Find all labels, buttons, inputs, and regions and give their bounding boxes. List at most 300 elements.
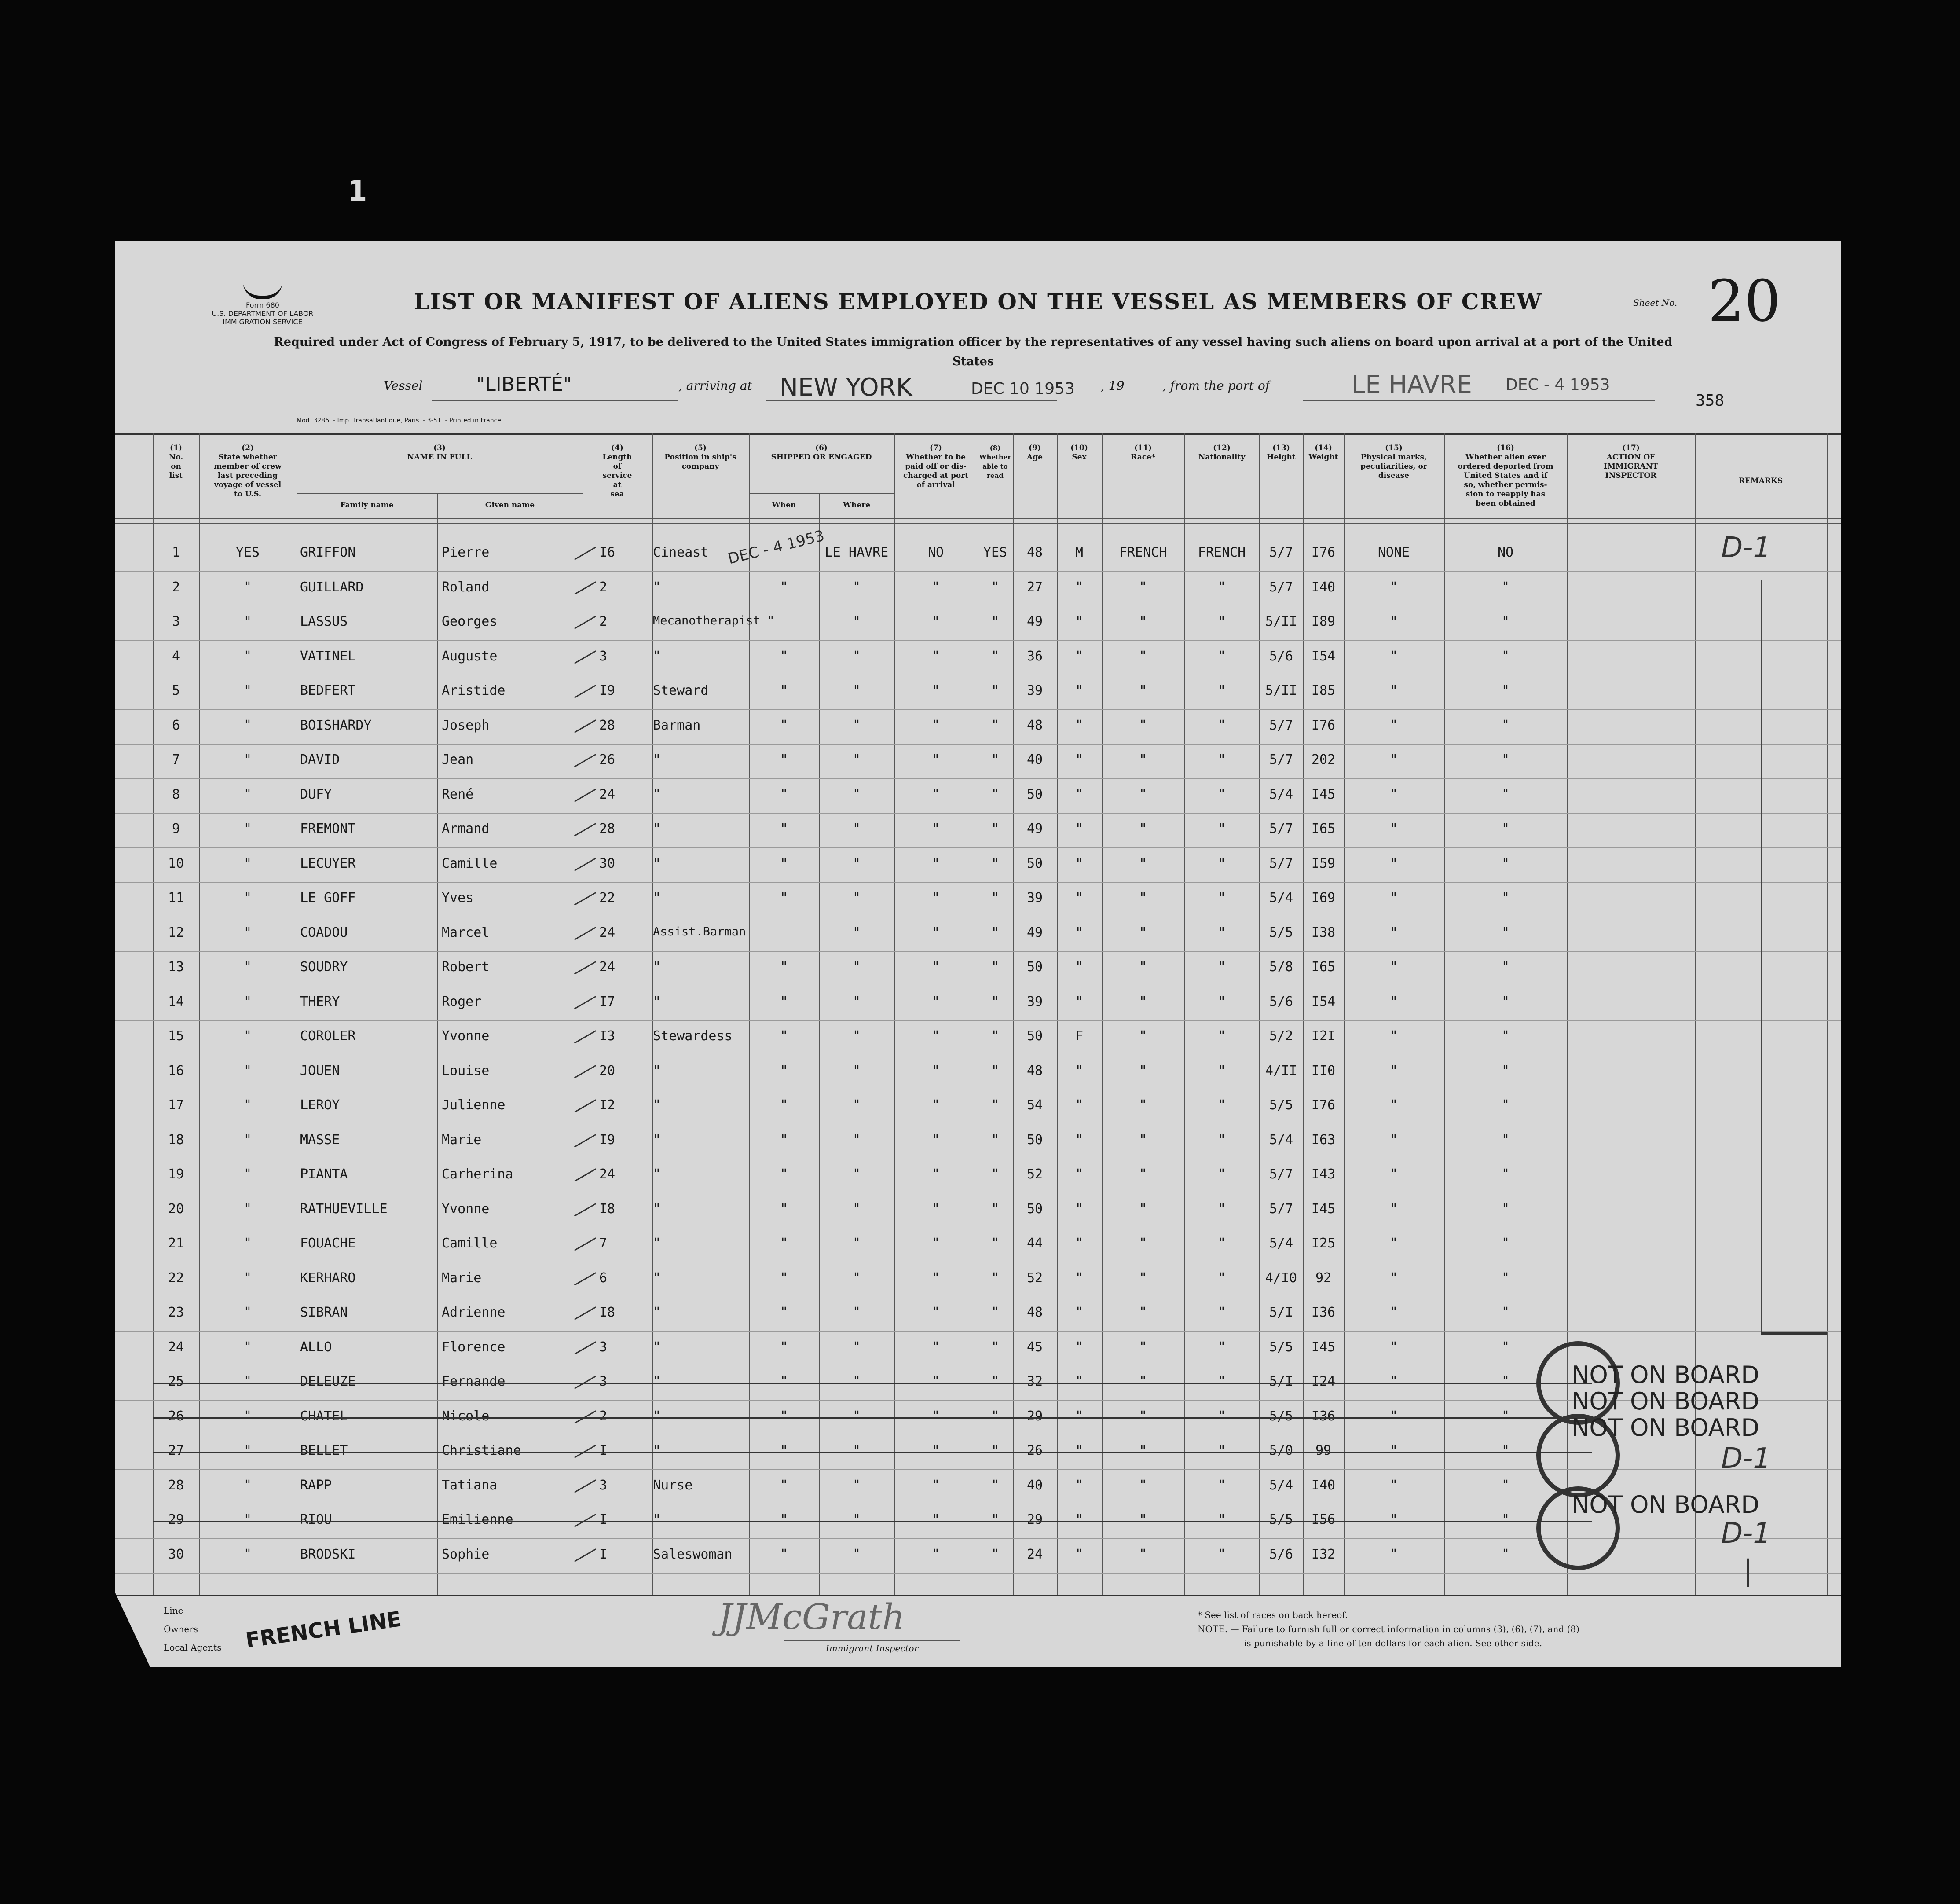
remark-tick: | bbox=[1743, 1555, 1753, 1587]
cell-wt: I76 bbox=[1311, 1097, 1336, 1113]
cell-prev: " bbox=[243, 683, 252, 698]
cell-given: Jean bbox=[442, 752, 474, 767]
form-department: U.S. DEPARTMENT OF LABOR bbox=[212, 309, 314, 318]
cell-when: " bbox=[780, 1374, 788, 1389]
cell-age: 44 bbox=[1026, 1236, 1043, 1251]
cell-given: Pierre bbox=[442, 545, 490, 560]
cell-when: " bbox=[780, 1063, 788, 1079]
cell-when: " bbox=[780, 1201, 788, 1217]
cell-read: " bbox=[991, 1374, 1000, 1389]
row-separator bbox=[115, 951, 1841, 952]
cell-prev: " bbox=[243, 855, 252, 871]
cell-nat: " bbox=[1217, 1443, 1226, 1458]
cell-nat: " bbox=[1217, 1270, 1226, 1286]
cell-age: 50 bbox=[1026, 1201, 1043, 1217]
cell-prev: " bbox=[243, 1270, 252, 1286]
cell-wt: I69 bbox=[1311, 890, 1336, 906]
arrival-date-stamp: DEC 10 1953 bbox=[971, 380, 1075, 398]
cell-marks: " bbox=[1389, 1236, 1398, 1251]
cell-read: " bbox=[991, 752, 1000, 767]
cell-age: 48 bbox=[1026, 717, 1043, 733]
header-able-to-read: (8) Whether able to read bbox=[979, 444, 1011, 480]
header-race: (11) Race* bbox=[1131, 444, 1155, 462]
cell-dep: " bbox=[1501, 1374, 1510, 1389]
header-family-name: Family name bbox=[340, 501, 394, 510]
cell-read: " bbox=[991, 924, 1000, 940]
cell-wt: I2I bbox=[1311, 1028, 1336, 1044]
cell-dep: " bbox=[1501, 821, 1510, 836]
cell-marks: " bbox=[1389, 1270, 1398, 1286]
cell-read: YES bbox=[983, 545, 1007, 560]
cell-nat: " bbox=[1217, 1167, 1226, 1182]
cell-sex: " bbox=[1075, 1097, 1084, 1113]
cell-where: " bbox=[852, 579, 861, 595]
cell-when: " bbox=[780, 1028, 788, 1044]
cell-paid: " bbox=[931, 890, 940, 906]
cell-where: " bbox=[852, 1063, 861, 1079]
cell-read: " bbox=[991, 614, 1000, 629]
cell-wt: I65 bbox=[1311, 959, 1336, 975]
cell-marks: " bbox=[1389, 1443, 1398, 1458]
cell-svc: I9 bbox=[599, 1132, 615, 1148]
cell-sex: " bbox=[1075, 648, 1084, 664]
cell-prev: " bbox=[243, 1443, 252, 1458]
cell-age: 26 bbox=[1026, 1443, 1043, 1458]
cell-age: 50 bbox=[1026, 786, 1043, 802]
cell-family: LE GOFF bbox=[300, 890, 356, 906]
cell-nat: " bbox=[1217, 1028, 1226, 1044]
cell-prev: " bbox=[243, 1339, 252, 1355]
cell-read: " bbox=[991, 1132, 1000, 1148]
cell-nat: " bbox=[1217, 1063, 1226, 1079]
cell-ht: 5/2 bbox=[1269, 1028, 1293, 1044]
cell-paid: " bbox=[931, 648, 940, 664]
cell-sex: " bbox=[1075, 614, 1084, 629]
footnote-penalty-cont: is punishable by a fine of ten dollars for each alien. See other side. bbox=[1244, 1638, 1542, 1648]
cell-wt: I63 bbox=[1311, 1132, 1336, 1148]
header-remarks: REMARKS bbox=[1738, 477, 1783, 485]
cell-svc: I6 bbox=[599, 545, 615, 560]
cell-prev: " bbox=[243, 821, 252, 836]
cell-read: " bbox=[991, 1063, 1000, 1079]
cell-n: 26 bbox=[168, 1408, 184, 1424]
cell-paid: " bbox=[931, 786, 940, 802]
cell-race: " bbox=[1139, 1512, 1147, 1527]
cell-race: " bbox=[1139, 1236, 1147, 1251]
cell-pos: " bbox=[653, 1201, 661, 1217]
cell-given: Fernande bbox=[442, 1374, 506, 1389]
cell-pos: " bbox=[653, 1443, 661, 1458]
cell-sex: " bbox=[1075, 890, 1084, 906]
cell-wt: I40 bbox=[1311, 579, 1336, 595]
cell-read: " bbox=[991, 1236, 1000, 1251]
cell-marks: " bbox=[1389, 994, 1398, 1009]
cell-read: " bbox=[991, 683, 1000, 698]
cell-age: 29 bbox=[1026, 1408, 1043, 1424]
cell-wt: I32 bbox=[1311, 1546, 1336, 1562]
cell-pos: " bbox=[653, 994, 661, 1009]
cell-when: " bbox=[780, 1097, 788, 1113]
remark-bracket-line bbox=[1761, 580, 1762, 1332]
cell-nat: " bbox=[1217, 1512, 1226, 1527]
cell-svc: 20 bbox=[599, 1063, 615, 1079]
from-port-label: , from the port of bbox=[1162, 378, 1270, 393]
cell-family: GRIFFON bbox=[300, 545, 356, 560]
header-list-number: (1) No. on list bbox=[169, 444, 183, 480]
cell-pos: " bbox=[653, 855, 661, 871]
row-separator bbox=[115, 882, 1841, 883]
arriving-label: , arriving at bbox=[678, 378, 752, 393]
cell-wt: 92 bbox=[1315, 1270, 1332, 1286]
cell-age: 49 bbox=[1026, 924, 1043, 940]
cell-pos: Saleswoman bbox=[653, 1546, 733, 1562]
cell-dep: " bbox=[1501, 1477, 1510, 1493]
cell-dep: " bbox=[1501, 1097, 1510, 1113]
cell-nat: " bbox=[1217, 1097, 1226, 1113]
cell-given: Auguste bbox=[442, 648, 498, 664]
cell-paid: " bbox=[931, 1339, 940, 1355]
cell-sex: " bbox=[1075, 1305, 1084, 1320]
cell-pos: " bbox=[653, 752, 661, 767]
cell-race: " bbox=[1139, 1201, 1147, 1217]
cell-where: " bbox=[852, 1374, 861, 1389]
cell-n: 23 bbox=[168, 1305, 184, 1320]
cell-race: " bbox=[1139, 1374, 1147, 1389]
cell-marks: " bbox=[1389, 924, 1398, 940]
not-on-board-stamp: NOT ON BOARD bbox=[1572, 1387, 1759, 1415]
cell-svc: 24 bbox=[599, 1167, 615, 1182]
cell-read: " bbox=[991, 1477, 1000, 1493]
cell-sex: " bbox=[1075, 1339, 1084, 1355]
cell-marks: " bbox=[1389, 821, 1398, 836]
cell-prev: " bbox=[243, 1477, 252, 1493]
cell-ht: 5/7 bbox=[1269, 717, 1293, 733]
cell-when: " bbox=[780, 1236, 788, 1251]
cell-age: 50 bbox=[1026, 1028, 1043, 1044]
cell-read: " bbox=[991, 648, 1000, 664]
cell-n: 10 bbox=[168, 855, 184, 871]
cell-nat: " bbox=[1217, 683, 1226, 698]
cell-race: " bbox=[1139, 1063, 1147, 1079]
cell-given: Aristide bbox=[442, 683, 506, 698]
cell-sex: " bbox=[1075, 752, 1084, 767]
cell-svc: 24 bbox=[599, 924, 615, 940]
cell-wt: I36 bbox=[1311, 1408, 1336, 1424]
cell-paid: " bbox=[931, 1546, 940, 1562]
cell-ht: 5/I bbox=[1269, 1374, 1293, 1389]
cell-ht: 5/5 bbox=[1269, 924, 1293, 940]
cell-svc: 24 bbox=[599, 959, 615, 975]
cell-nat: " bbox=[1217, 786, 1226, 802]
cell-wt: I54 bbox=[1311, 994, 1336, 1009]
cell-marks: " bbox=[1389, 1201, 1398, 1217]
remark-d1-mid: D-1 bbox=[1721, 1442, 1771, 1475]
cell-dep: " bbox=[1501, 683, 1510, 698]
cell-family: KERHARO bbox=[300, 1270, 356, 1286]
cell-paid: " bbox=[931, 1270, 940, 1286]
cell-when: " bbox=[780, 890, 788, 906]
cell-pos: " bbox=[653, 579, 661, 595]
cell-nat: " bbox=[1217, 1546, 1226, 1562]
cell-sex: " bbox=[1075, 1167, 1084, 1182]
cell-ht: 5/7 bbox=[1269, 545, 1293, 560]
cell-age: 40 bbox=[1026, 1477, 1043, 1493]
departure-date-stamp: DEC - 4 1953 bbox=[1506, 376, 1610, 394]
cell-read: " bbox=[991, 1028, 1000, 1044]
cell-pos: " bbox=[653, 1167, 661, 1182]
cell-age: 49 bbox=[1026, 614, 1043, 629]
cell-nat: " bbox=[1217, 1132, 1226, 1148]
cell-where: " bbox=[852, 752, 861, 767]
form-number: Form 680 bbox=[246, 301, 279, 309]
cell-pos: " bbox=[653, 1097, 661, 1113]
inspector-signature: JJMcGrath bbox=[718, 1596, 905, 1637]
cell-marks: " bbox=[1389, 890, 1398, 906]
cell-nat: " bbox=[1217, 1236, 1226, 1251]
cell-when: " bbox=[780, 648, 788, 664]
cell-given: Roger bbox=[442, 994, 482, 1009]
cell-dep: " bbox=[1501, 1132, 1510, 1148]
cell-ht: 5/0 bbox=[1269, 1443, 1293, 1458]
cell-family: RIOU bbox=[300, 1512, 332, 1527]
cell-paid: NO bbox=[927, 545, 944, 560]
cell-race: " bbox=[1139, 855, 1147, 871]
cell-nat: FRENCH bbox=[1198, 545, 1246, 560]
cell-family: BRODSKI bbox=[300, 1546, 356, 1562]
cell-svc: I bbox=[599, 1546, 608, 1562]
cell-marks: " bbox=[1389, 1132, 1398, 1148]
remark-bracket-end bbox=[1761, 1332, 1827, 1335]
cell-n: 5 bbox=[172, 683, 180, 698]
cell-when: " bbox=[780, 1546, 788, 1562]
cell-marks: " bbox=[1389, 683, 1398, 698]
local-agents-label: Local Agents bbox=[164, 1642, 222, 1653]
cell-age: 32 bbox=[1026, 1374, 1043, 1389]
cell-n: 24 bbox=[168, 1339, 184, 1355]
cell-family: SIBRAN bbox=[300, 1305, 348, 1320]
cell-marks: " bbox=[1389, 1546, 1398, 1562]
cell-marks: " bbox=[1389, 1063, 1398, 1079]
header-position: (5) Position in ship's company bbox=[664, 444, 736, 471]
vessel-label: Vessel bbox=[384, 378, 423, 393]
cell-marks: " bbox=[1389, 717, 1398, 733]
cell-where: " bbox=[852, 1408, 861, 1424]
torn-corner bbox=[115, 1593, 150, 1668]
cell-race: " bbox=[1139, 1167, 1147, 1182]
cell-svc: 26 bbox=[599, 752, 615, 767]
cell-marks: " bbox=[1389, 1512, 1398, 1527]
cell-given: Joseph bbox=[442, 717, 490, 733]
cell-prev: " bbox=[243, 1546, 252, 1562]
cell-age: 24 bbox=[1026, 1546, 1043, 1562]
cell-race: " bbox=[1139, 1028, 1147, 1044]
cell-svc: I3 bbox=[599, 1028, 615, 1044]
cell-given: Adrienne bbox=[442, 1305, 506, 1320]
cell-sex: " bbox=[1075, 1477, 1084, 1493]
cell-given: Camille bbox=[442, 1236, 498, 1251]
cell-wt: I45 bbox=[1311, 1201, 1336, 1217]
cell-prev: " bbox=[243, 1408, 252, 1424]
cell-where: " bbox=[852, 786, 861, 802]
cell-family: DELEUZE bbox=[300, 1374, 356, 1389]
cell-given: Yvonne bbox=[442, 1201, 490, 1217]
cell-n: 28 bbox=[168, 1477, 184, 1493]
cell-marks: " bbox=[1389, 648, 1398, 664]
cell-family: RAPP bbox=[300, 1477, 332, 1493]
cell-age: 39 bbox=[1026, 994, 1043, 1009]
cell-where: " bbox=[852, 717, 861, 733]
cell-where: " bbox=[852, 855, 861, 871]
cell-svc: I8 bbox=[599, 1305, 615, 1320]
cell-nat: " bbox=[1217, 959, 1226, 975]
cell-sex: F bbox=[1075, 1028, 1084, 1044]
cell-family: LECUYER bbox=[300, 855, 356, 871]
cell-prev: " bbox=[243, 1305, 252, 1320]
cell-given: Tatiana bbox=[442, 1477, 498, 1493]
cell-paid: " bbox=[931, 1132, 940, 1148]
cell-svc: 7 bbox=[599, 1236, 608, 1251]
cell-nat: " bbox=[1217, 855, 1226, 871]
cell-read: " bbox=[991, 1097, 1000, 1113]
cell-nat: " bbox=[1217, 1374, 1226, 1389]
cell-sex: " bbox=[1075, 924, 1084, 940]
form-service: IMMIGRATION SERVICE bbox=[223, 318, 303, 326]
cell-where: " bbox=[852, 1339, 861, 1355]
cell-pos: " bbox=[653, 1374, 661, 1389]
cell-marks: " bbox=[1389, 1408, 1398, 1424]
cell-n: 6 bbox=[172, 717, 180, 733]
cell-marks: " bbox=[1389, 614, 1398, 629]
cell-read: " bbox=[991, 1305, 1000, 1320]
cell-wt: II0 bbox=[1311, 1063, 1336, 1079]
cell-given: Louise bbox=[442, 1063, 490, 1079]
cell-wt: I36 bbox=[1311, 1305, 1336, 1320]
cell-dep: " bbox=[1501, 752, 1510, 767]
cell-paid: " bbox=[931, 717, 940, 733]
cell-pos: " bbox=[653, 1063, 661, 1079]
cell-nat: " bbox=[1217, 1339, 1226, 1355]
cell-prev: " bbox=[243, 994, 252, 1009]
cell-given: Marie bbox=[442, 1270, 482, 1286]
header-when: When bbox=[772, 501, 796, 510]
cell-prev: " bbox=[243, 1028, 252, 1044]
cell-race: " bbox=[1139, 959, 1147, 975]
not-on-board-stamp: NOT ON BOARD bbox=[1572, 1414, 1759, 1442]
cell-svc: I8 bbox=[599, 1201, 615, 1217]
local-agents-value: FRENCH LINE bbox=[244, 1607, 403, 1653]
cell-paid: " bbox=[931, 994, 940, 1009]
cell-sex: " bbox=[1075, 1270, 1084, 1286]
cell-paid: " bbox=[931, 924, 940, 940]
cell-ht: 5/8 bbox=[1269, 959, 1293, 975]
cell-where: " bbox=[852, 924, 861, 940]
cell-read: " bbox=[991, 1546, 1000, 1562]
header-weight: (14) Weight bbox=[1308, 444, 1338, 462]
cell-svc: 3 bbox=[599, 1374, 608, 1389]
vessel-name: "LIBERTÉ" bbox=[476, 373, 572, 396]
cell-sex: " bbox=[1075, 683, 1084, 698]
cell-svc: 3 bbox=[599, 1477, 608, 1493]
cell-race: " bbox=[1139, 890, 1147, 906]
cell-age: 36 bbox=[1026, 648, 1043, 664]
cell-race: FRENCH bbox=[1119, 545, 1167, 560]
cell-sex: " bbox=[1075, 1236, 1084, 1251]
cell-where: " bbox=[852, 1132, 861, 1148]
cell-paid: " bbox=[931, 1236, 940, 1251]
cell-when: " bbox=[780, 1443, 788, 1458]
cell-sex: " bbox=[1075, 1132, 1084, 1148]
cell-family: GUILLARD bbox=[300, 579, 364, 595]
departure-port: LE HAVRE bbox=[1352, 371, 1472, 399]
header-where: Where bbox=[843, 501, 871, 510]
cell-wt: I24 bbox=[1311, 1374, 1336, 1389]
cell-race: " bbox=[1139, 821, 1147, 836]
cell-ht: 5/4 bbox=[1269, 1236, 1293, 1251]
cell-race: " bbox=[1139, 924, 1147, 940]
cell-wt: I45 bbox=[1311, 786, 1336, 802]
cell-where: " bbox=[852, 1305, 861, 1320]
header-previous-voyage: (2) State whether member of crew last preceding voyage of vessel to U.S. bbox=[214, 444, 282, 499]
cell-marks: " bbox=[1389, 1167, 1398, 1182]
row-separator bbox=[115, 813, 1841, 814]
remark-d1-bottom: D-1 bbox=[1721, 1517, 1771, 1550]
cell-pos: Barman bbox=[653, 717, 701, 733]
header-given-name: Given name bbox=[485, 501, 535, 510]
cell-read: " bbox=[991, 1443, 1000, 1458]
cell-when: " bbox=[780, 752, 788, 767]
cell-pos: " bbox=[653, 1132, 661, 1148]
cell-pos: " bbox=[653, 1408, 661, 1424]
cell-family: THERY bbox=[300, 994, 340, 1009]
cell-pos: " bbox=[653, 959, 661, 975]
cell-ht: 5/4 bbox=[1269, 1132, 1293, 1148]
cell-nat: " bbox=[1217, 1305, 1226, 1320]
cell-wt: I25 bbox=[1311, 1236, 1336, 1251]
cell-n: 4 bbox=[172, 648, 180, 664]
frame-number: 1 bbox=[348, 175, 367, 208]
cell-read: " bbox=[991, 579, 1000, 595]
cell-sex: " bbox=[1075, 786, 1084, 802]
subtitle: Required under Act of Congress of February 5, 1917, to be delivered to the United States immigration officer by the representatives of any vessel having such aliens on board upon arrival at a port of the United States bbox=[274, 335, 1673, 368]
cell-family: BOISHARDY bbox=[300, 717, 372, 733]
cell-given: Emilienne bbox=[442, 1512, 513, 1527]
cell-pos: Cineast bbox=[653, 545, 709, 560]
header-physical-marks: (15) Physical marks, peculiarities, or disease bbox=[1360, 444, 1427, 480]
cell-n: 15 bbox=[168, 1028, 184, 1044]
cell-dep: " bbox=[1501, 1512, 1510, 1527]
cell-ht: 5/7 bbox=[1269, 855, 1293, 871]
cell-svc: I bbox=[599, 1512, 608, 1527]
cell-read: " bbox=[991, 890, 1000, 906]
cell-family: LEROY bbox=[300, 1097, 340, 1113]
cell-age: 48 bbox=[1026, 1063, 1043, 1079]
cell-pos: Steward bbox=[653, 683, 709, 698]
header-age: (9) Age bbox=[1027, 444, 1043, 462]
cell-family: PIANTA bbox=[300, 1167, 348, 1182]
cell-family: MASSE bbox=[300, 1132, 340, 1148]
cell-sex: " bbox=[1075, 1374, 1084, 1389]
cell-where: " bbox=[852, 821, 861, 836]
cell-when: " bbox=[780, 959, 788, 975]
cell-nat: " bbox=[1217, 752, 1226, 767]
cell-age: 27 bbox=[1026, 579, 1043, 595]
cell-svc: 6 bbox=[599, 1270, 608, 1286]
cell-n: 20 bbox=[168, 1201, 184, 1217]
inspector-label: Immigrant Inspector bbox=[784, 1640, 960, 1654]
cell-when: " bbox=[780, 1339, 788, 1355]
cell-sex: " bbox=[1075, 959, 1084, 975]
row-separator bbox=[115, 1573, 1841, 1574]
